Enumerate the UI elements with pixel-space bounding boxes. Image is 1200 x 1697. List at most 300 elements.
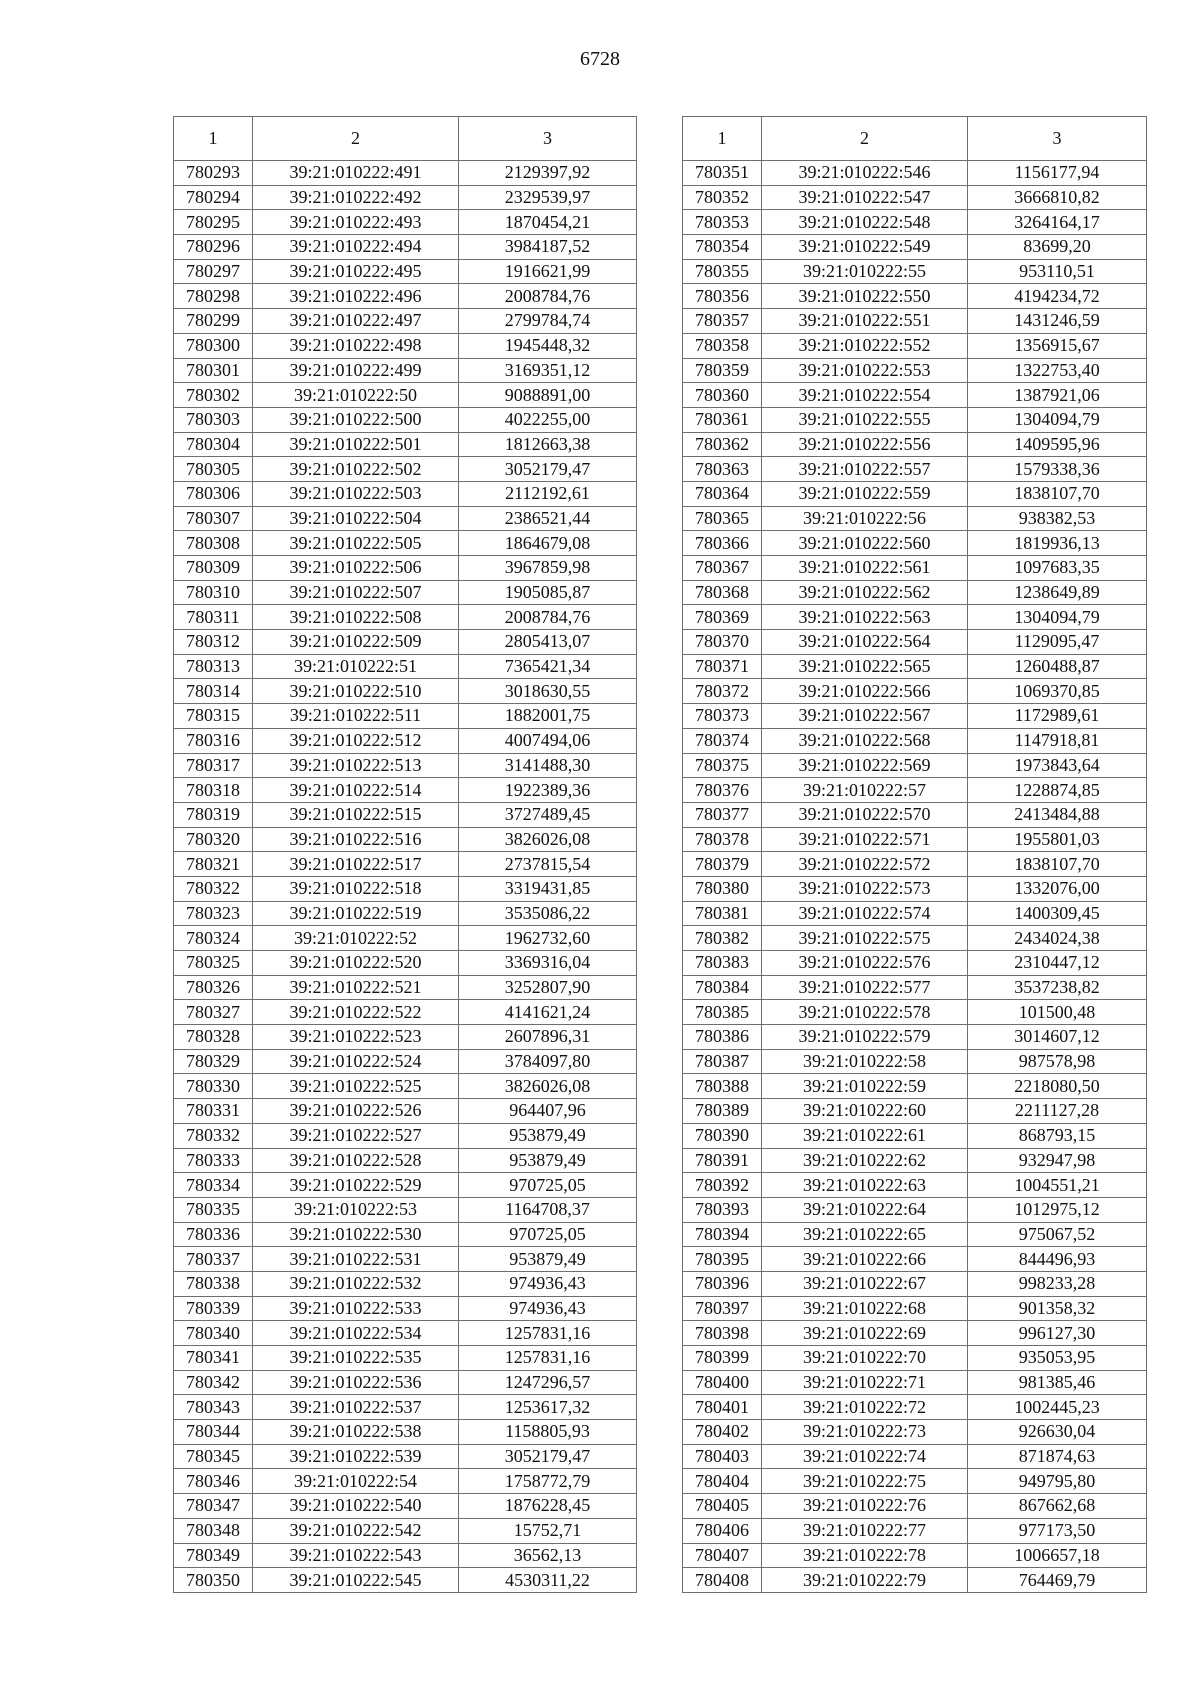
table-row — [174, 1271, 637, 1296]
cadastral-number-cell: 39:21:010222:503 — [253, 481, 459, 506]
cadastral-number-cell: 39:21:010222:60 — [762, 1099, 968, 1124]
table-row — [683, 1370, 1147, 1395]
cadastral-number-cell: 39:21:010222:72 — [762, 1395, 968, 1420]
cadastral-number-cell: 39:21:010222:78 — [762, 1543, 968, 1568]
cadastral-number-cell: 39:21:010222:567 — [762, 704, 968, 729]
table-row — [683, 852, 1147, 877]
cadastral-number-cell: 39:21:010222:516 — [253, 827, 459, 852]
value-cell: 83699,20 — [968, 235, 1147, 260]
row-number-cell: 780343 — [174, 1395, 253, 1420]
cadastral-number-cell: 39:21:010222:501 — [253, 432, 459, 457]
cadastral-number-cell: 39:21:010222:499 — [253, 358, 459, 383]
value-cell: 953879,49 — [459, 1148, 637, 1173]
value-cell: 1838107,70 — [968, 852, 1147, 877]
value-cell: 3252807,90 — [459, 975, 637, 1000]
value-cell: 1322753,40 — [968, 358, 1147, 383]
value-cell: 2112192,61 — [459, 481, 637, 506]
table-row — [683, 457, 1147, 482]
value-cell: 844496,93 — [968, 1247, 1147, 1272]
table-row — [174, 1395, 637, 1420]
row-number-cell: 780346 — [174, 1469, 253, 1494]
cadastral-number-cell: 39:21:010222:575 — [762, 926, 968, 951]
value-cell: 3666810,82 — [968, 185, 1147, 210]
value-cell: 1257831,16 — [459, 1321, 637, 1346]
row-number-cell: 780366 — [683, 531, 762, 556]
value-cell: 1819936,13 — [968, 531, 1147, 556]
row-number-cell: 780391 — [683, 1148, 762, 1173]
cadastral-number-cell: 39:21:010222:540 — [253, 1494, 459, 1519]
value-cell: 998233,28 — [968, 1271, 1147, 1296]
row-number-cell: 780336 — [174, 1222, 253, 1247]
table-row — [174, 407, 637, 432]
row-number-cell: 780350 — [174, 1568, 253, 1593]
row-number-cell: 780315 — [174, 704, 253, 729]
row-number-cell: 780365 — [683, 506, 762, 531]
row-number-cell: 780337 — [174, 1247, 253, 1272]
cadastral-number-cell: 39:21:010222:557 — [762, 457, 968, 482]
table-row — [174, 1123, 637, 1148]
value-cell: 1069370,85 — [968, 679, 1147, 704]
cadastral-number-cell: 39:21:010222:514 — [253, 778, 459, 803]
row-number-cell: 780394 — [683, 1222, 762, 1247]
table-row — [683, 1247, 1147, 1272]
cadastral-number-cell: 39:21:010222:562 — [762, 580, 968, 605]
row-number-cell: 780369 — [683, 605, 762, 630]
table-body-left — [174, 161, 637, 1593]
table-row — [174, 876, 637, 901]
value-cell: 2008784,76 — [459, 605, 637, 630]
cadastral-number-cell: 39:21:010222:568 — [762, 728, 968, 753]
cadastral-number-cell: 39:21:010222:561 — [762, 556, 968, 581]
value-cell: 1304094,79 — [968, 407, 1147, 432]
value-cell: 953879,49 — [459, 1247, 637, 1272]
table-row — [174, 259, 637, 284]
cadastral-number-cell: 39:21:010222:553 — [762, 358, 968, 383]
row-number-cell: 780312 — [174, 630, 253, 655]
cadastral-number-cell: 39:21:010222:69 — [762, 1321, 968, 1346]
table-row — [683, 284, 1147, 309]
value-cell: 1012975,12 — [968, 1197, 1147, 1222]
cadastral-number-cell: 39:21:010222:71 — [762, 1370, 968, 1395]
value-cell: 1158805,93 — [459, 1420, 637, 1445]
table-row — [174, 1099, 637, 1124]
row-number-cell: 780333 — [174, 1148, 253, 1173]
cadastral-number-cell: 39:21:010222:578 — [762, 1000, 968, 1025]
cadastral-number-cell: 39:21:010222:552 — [762, 333, 968, 358]
table-row — [683, 1271, 1147, 1296]
value-cell: 2799784,74 — [459, 309, 637, 334]
cadastral-number-cell: 39:21:010222:547 — [762, 185, 968, 210]
row-number-cell: 780304 — [174, 432, 253, 457]
cadastral-number-cell: 39:21:010222:536 — [253, 1370, 459, 1395]
value-cell: 1876228,45 — [459, 1494, 637, 1519]
row-number-cell: 780295 — [174, 210, 253, 235]
cadastral-number-cell: 39:21:010222:57 — [762, 778, 968, 803]
cadastral-number-cell: 39:21:010222:505 — [253, 531, 459, 556]
table-row — [174, 802, 637, 827]
cadastral-number-cell: 39:21:010222:504 — [253, 506, 459, 531]
cadastral-number-cell: 39:21:010222:550 — [762, 284, 968, 309]
row-number-cell: 780299 — [174, 309, 253, 334]
value-cell: 4530311,22 — [459, 1568, 637, 1593]
table-row — [683, 1469, 1147, 1494]
row-number-cell: 780374 — [683, 728, 762, 753]
row-number-cell: 780307 — [174, 506, 253, 531]
cadastral-number-cell: 39:21:010222:555 — [762, 407, 968, 432]
cadastral-number-cell: 39:21:010222:511 — [253, 704, 459, 729]
cadastral-number-cell: 39:21:010222:509 — [253, 630, 459, 655]
value-cell: 953879,49 — [459, 1123, 637, 1148]
table-row — [683, 1000, 1147, 1025]
value-cell: 1147918,81 — [968, 728, 1147, 753]
row-number-cell: 780324 — [174, 926, 253, 951]
row-number-cell: 780380 — [683, 876, 762, 901]
table-row — [174, 926, 637, 951]
value-cell: 9088891,00 — [459, 383, 637, 408]
row-number-cell: 780309 — [174, 556, 253, 581]
table-row — [683, 1444, 1147, 1469]
row-number-cell: 780334 — [174, 1173, 253, 1198]
cadastral-number-cell: 39:21:010222:569 — [762, 753, 968, 778]
table-row — [683, 1197, 1147, 1222]
table-row — [683, 1222, 1147, 1247]
value-cell: 2008784,76 — [459, 284, 637, 309]
row-number-cell: 780298 — [174, 284, 253, 309]
row-number-cell: 780371 — [683, 654, 762, 679]
row-number-cell: 780344 — [174, 1420, 253, 1445]
table-row — [174, 1543, 637, 1568]
row-number-cell: 780386 — [683, 1025, 762, 1050]
row-number-cell: 780368 — [683, 580, 762, 605]
value-cell: 926630,04 — [968, 1420, 1147, 1445]
table-row — [174, 1000, 637, 1025]
table-row — [683, 827, 1147, 852]
value-cell: 36562,13 — [459, 1543, 637, 1568]
row-number-cell: 780377 — [683, 802, 762, 827]
table-row — [683, 531, 1147, 556]
row-number-cell: 780330 — [174, 1074, 253, 1099]
value-cell: 974936,43 — [459, 1296, 637, 1321]
table-row — [174, 1420, 637, 1445]
row-number-cell: 780323 — [174, 901, 253, 926]
value-cell: 981385,46 — [968, 1370, 1147, 1395]
value-cell: 2805413,07 — [459, 630, 637, 655]
table-row — [174, 1197, 637, 1222]
value-cell: 15752,71 — [459, 1518, 637, 1543]
value-cell: 3784097,80 — [459, 1049, 637, 1074]
value-cell: 868793,15 — [968, 1123, 1147, 1148]
table-row — [174, 1444, 637, 1469]
column-header-2: 2 — [762, 117, 968, 161]
table-row — [174, 1074, 637, 1099]
value-cell: 1955801,03 — [968, 827, 1147, 852]
table-row — [683, 876, 1147, 901]
value-cell: 901358,32 — [968, 1296, 1147, 1321]
row-number-cell: 780407 — [683, 1543, 762, 1568]
cadastral-number-cell: 39:21:010222:502 — [253, 457, 459, 482]
table-row — [174, 383, 637, 408]
cadastral-number-cell: 39:21:010222:546 — [762, 161, 968, 186]
cadastral-number-cell: 39:21:010222:64 — [762, 1197, 968, 1222]
table-row — [683, 778, 1147, 803]
table-row — [174, 531, 637, 556]
value-cell: 867662,68 — [968, 1494, 1147, 1519]
table-row — [174, 1025, 637, 1050]
row-number-cell: 780293 — [174, 161, 253, 186]
cadastral-number-cell: 39:21:010222:563 — [762, 605, 968, 630]
value-cell: 7365421,34 — [459, 654, 637, 679]
table-row — [683, 1074, 1147, 1099]
row-number-cell: 780370 — [683, 630, 762, 655]
table-row — [174, 1518, 637, 1543]
value-cell: 3984187,52 — [459, 235, 637, 260]
cadastral-number-cell: 39:21:010222:507 — [253, 580, 459, 605]
cadastral-number-cell: 39:21:010222:577 — [762, 975, 968, 1000]
value-cell: 1004551,21 — [968, 1173, 1147, 1198]
row-number-cell: 780306 — [174, 481, 253, 506]
cadastral-number-cell: 39:21:010222:66 — [762, 1247, 968, 1272]
value-cell: 1002445,23 — [968, 1395, 1147, 1420]
value-cell: 764469,79 — [968, 1568, 1147, 1593]
value-cell: 3727489,45 — [459, 802, 637, 827]
table-row — [174, 1173, 637, 1198]
row-number-cell: 780302 — [174, 383, 253, 408]
row-number-cell: 780385 — [683, 1000, 762, 1025]
row-number-cell: 780351 — [683, 161, 762, 186]
row-number-cell: 780303 — [174, 407, 253, 432]
table-row — [174, 630, 637, 655]
cadastral-number-cell: 39:21:010222:59 — [762, 1074, 968, 1099]
cadastral-number-cell: 39:21:010222:76 — [762, 1494, 968, 1519]
row-number-cell: 780345 — [174, 1444, 253, 1469]
registry-table-left — [173, 116, 637, 1593]
row-number-cell: 780352 — [683, 185, 762, 210]
table-row — [174, 481, 637, 506]
row-number-cell: 780342 — [174, 1370, 253, 1395]
row-number-cell: 780341 — [174, 1346, 253, 1371]
table-row — [683, 1420, 1147, 1445]
row-number-cell: 780396 — [683, 1271, 762, 1296]
cadastral-number-cell: 39:21:010222:56 — [762, 506, 968, 531]
value-cell: 1945448,32 — [459, 333, 637, 358]
row-number-cell: 780347 — [174, 1494, 253, 1519]
value-cell: 1431246,59 — [968, 309, 1147, 334]
row-number-cell: 780363 — [683, 457, 762, 482]
cadastral-number-cell: 39:21:010222:525 — [253, 1074, 459, 1099]
table-row — [683, 358, 1147, 383]
table-row — [683, 901, 1147, 926]
value-cell: 935053,95 — [968, 1346, 1147, 1371]
cadastral-number-cell: 39:21:010222:63 — [762, 1173, 968, 1198]
value-cell: 1332076,00 — [968, 876, 1147, 901]
cadastral-number-cell: 39:21:010222:53 — [253, 1197, 459, 1222]
cadastral-number-cell: 39:21:010222:498 — [253, 333, 459, 358]
row-number-cell: 780322 — [174, 876, 253, 901]
row-number-cell: 780399 — [683, 1346, 762, 1371]
table-row — [683, 309, 1147, 334]
table-row — [683, 1099, 1147, 1124]
row-number-cell: 780348 — [174, 1518, 253, 1543]
value-cell: 1164708,37 — [459, 1197, 637, 1222]
row-number-cell: 780359 — [683, 358, 762, 383]
cadastral-number-cell: 39:21:010222:75 — [762, 1469, 968, 1494]
row-number-cell: 780390 — [683, 1123, 762, 1148]
value-cell: 1812663,38 — [459, 432, 637, 457]
table-row — [683, 161, 1147, 186]
cadastral-number-cell: 39:21:010222:52 — [253, 926, 459, 951]
value-cell: 2434024,38 — [968, 926, 1147, 951]
value-cell: 101500,48 — [968, 1000, 1147, 1025]
table-row — [174, 1370, 637, 1395]
row-number-cell: 780338 — [174, 1271, 253, 1296]
row-number-cell: 780406 — [683, 1518, 762, 1543]
page-number: 6728 — [580, 48, 620, 70]
value-cell: 1973843,64 — [968, 753, 1147, 778]
value-cell: 932947,98 — [968, 1148, 1147, 1173]
table-row — [174, 605, 637, 630]
row-number-cell: 780364 — [683, 481, 762, 506]
value-cell: 1247296,57 — [459, 1370, 637, 1395]
cadastral-number-cell: 39:21:010222:537 — [253, 1395, 459, 1420]
cadastral-number-cell: 39:21:010222:493 — [253, 210, 459, 235]
table-header-row — [683, 117, 1147, 161]
cadastral-number-cell: 39:21:010222:570 — [762, 802, 968, 827]
cadastral-number-cell: 39:21:010222:524 — [253, 1049, 459, 1074]
row-number-cell: 780387 — [683, 1049, 762, 1074]
table-row — [174, 975, 637, 1000]
cadastral-number-cell: 39:21:010222:55 — [762, 259, 968, 284]
value-cell: 2129397,92 — [459, 161, 637, 186]
table-row — [683, 1296, 1147, 1321]
cadastral-number-cell: 39:21:010222:500 — [253, 407, 459, 432]
row-number-cell: 780310 — [174, 580, 253, 605]
cadastral-number-cell: 39:21:010222:565 — [762, 654, 968, 679]
value-cell: 3826026,08 — [459, 1074, 637, 1099]
row-number-cell: 780354 — [683, 235, 762, 260]
cadastral-number-cell: 39:21:010222:559 — [762, 481, 968, 506]
value-cell: 4022255,00 — [459, 407, 637, 432]
row-number-cell: 780362 — [683, 432, 762, 457]
row-number-cell: 780332 — [174, 1123, 253, 1148]
row-number-cell: 780361 — [683, 407, 762, 432]
cadastral-number-cell: 39:21:010222:532 — [253, 1271, 459, 1296]
table-row — [683, 1395, 1147, 1420]
table-row — [683, 704, 1147, 729]
value-cell: 1156177,94 — [968, 161, 1147, 186]
cadastral-number-cell: 39:21:010222:573 — [762, 876, 968, 901]
value-cell: 3967859,98 — [459, 556, 637, 581]
row-number-cell: 780381 — [683, 901, 762, 926]
cadastral-number-cell: 39:21:010222:526 — [253, 1099, 459, 1124]
row-number-cell: 780360 — [683, 383, 762, 408]
value-cell: 3826026,08 — [459, 827, 637, 852]
table-row — [174, 333, 637, 358]
value-cell: 987578,98 — [968, 1049, 1147, 1074]
cadastral-number-cell: 39:21:010222:65 — [762, 1222, 968, 1247]
cadastral-number-cell: 39:21:010222:579 — [762, 1025, 968, 1050]
row-number-cell: 780403 — [683, 1444, 762, 1469]
row-number-cell: 780397 — [683, 1296, 762, 1321]
value-cell: 1962732,60 — [459, 926, 637, 951]
table-header-row — [174, 117, 637, 161]
row-number-cell: 780339 — [174, 1296, 253, 1321]
value-cell: 1304094,79 — [968, 605, 1147, 630]
table-row — [174, 1222, 637, 1247]
row-number-cell: 780340 — [174, 1321, 253, 1346]
value-cell: 2737815,54 — [459, 852, 637, 877]
cadastral-number-cell: 39:21:010222:494 — [253, 235, 459, 260]
table-row — [174, 1494, 637, 1519]
value-cell: 2329539,97 — [459, 185, 637, 210]
value-cell: 949795,80 — [968, 1469, 1147, 1494]
value-cell: 1172989,61 — [968, 704, 1147, 729]
value-cell: 3537238,82 — [968, 975, 1147, 1000]
table-row — [683, 506, 1147, 531]
table-row — [683, 185, 1147, 210]
table-row — [683, 1518, 1147, 1543]
cadastral-number-cell: 39:21:010222:77 — [762, 1518, 968, 1543]
value-cell: 1579338,36 — [968, 457, 1147, 482]
table-row — [174, 1568, 637, 1593]
cadastral-number-cell: 39:21:010222:549 — [762, 235, 968, 260]
cadastral-number-cell: 39:21:010222:67 — [762, 1271, 968, 1296]
table-row — [683, 1049, 1147, 1074]
value-cell: 2386521,44 — [459, 506, 637, 531]
row-number-cell: 780318 — [174, 778, 253, 803]
row-number-cell: 780308 — [174, 531, 253, 556]
column-header-2: 2 — [253, 117, 459, 161]
value-cell: 4141621,24 — [459, 1000, 637, 1025]
value-cell: 1253617,32 — [459, 1395, 637, 1420]
row-number-cell: 780401 — [683, 1395, 762, 1420]
row-number-cell: 780395 — [683, 1247, 762, 1272]
table-row — [683, 630, 1147, 655]
cadastral-number-cell: 39:21:010222:68 — [762, 1296, 968, 1321]
table-row — [683, 802, 1147, 827]
value-cell: 1129095,47 — [968, 630, 1147, 655]
table-row — [683, 407, 1147, 432]
column-header-3: 3 — [459, 117, 637, 161]
row-number-cell: 780384 — [683, 975, 762, 1000]
table-row — [683, 333, 1147, 358]
table-row — [174, 506, 637, 531]
row-number-cell: 780297 — [174, 259, 253, 284]
cadastral-number-cell: 39:21:010222:70 — [762, 1346, 968, 1371]
cadastral-number-cell: 39:21:010222:73 — [762, 1420, 968, 1445]
cadastral-number-cell: 39:21:010222:576 — [762, 951, 968, 976]
cadastral-number-cell: 39:21:010222:556 — [762, 432, 968, 457]
row-number-cell: 780320 — [174, 827, 253, 852]
row-number-cell: 780326 — [174, 975, 253, 1000]
table-row — [174, 1148, 637, 1173]
value-cell: 1006657,18 — [968, 1543, 1147, 1568]
table-row — [683, 1321, 1147, 1346]
value-cell: 1238649,89 — [968, 580, 1147, 605]
row-number-cell: 780378 — [683, 827, 762, 852]
table-row — [683, 580, 1147, 605]
row-number-cell: 780305 — [174, 457, 253, 482]
row-number-cell: 780325 — [174, 951, 253, 976]
row-number-cell: 780319 — [174, 802, 253, 827]
row-number-cell: 780331 — [174, 1099, 253, 1124]
value-cell: 2607896,31 — [459, 1025, 637, 1050]
cadastral-number-cell: 39:21:010222:521 — [253, 975, 459, 1000]
table-row — [683, 1494, 1147, 1519]
value-cell: 1905085,87 — [459, 580, 637, 605]
value-cell: 3052179,47 — [459, 457, 637, 482]
cadastral-number-cell: 39:21:010222:574 — [762, 901, 968, 926]
row-number-cell: 780353 — [683, 210, 762, 235]
